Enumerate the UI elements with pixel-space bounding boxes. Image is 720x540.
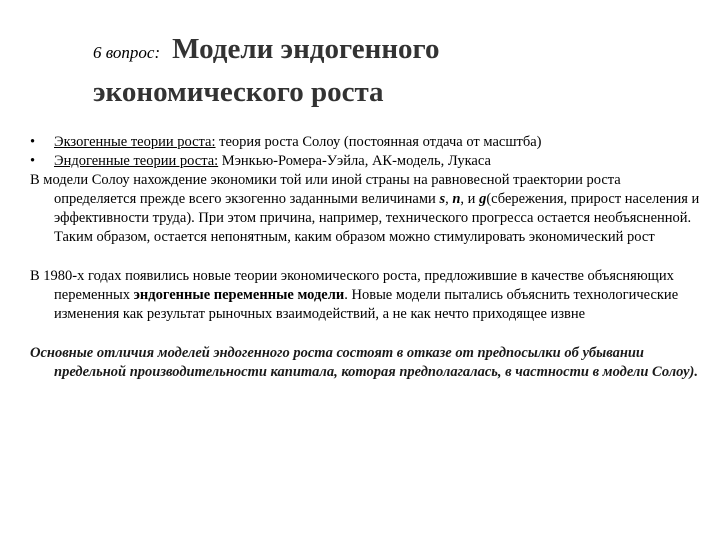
spacer	[30, 324, 700, 344]
bullet-endogenous	[30, 152, 700, 171]
paragraph-conclusion: Основные отличия моделей эндогенного роста состоят в отказе от предпосылки об убывании предельной производительности капитала, которая предполагалась, в частности в модели Солоу).	[30, 345, 699, 380]
slide-content	[30, 133, 700, 382]
bullet-exogenous	[30, 133, 700, 152]
var-n: n	[452, 191, 461, 207]
paragraph-text: (сбережения, прирост населения и эффективности труда). При этом причина, например, технического прогресса остается необъясненной. Таким образом, остается непонятным, каким образом можно стимулировать экономический рост	[54, 191, 700, 245]
separator: ,	[445, 191, 453, 207]
bold-term: эндогенные переменные модели	[133, 287, 345, 303]
slide-title	[93, 30, 693, 116]
var-s: s	[439, 191, 446, 207]
bullet-label: Эндогенные теории роста:	[54, 153, 219, 169]
paragraph-text: В модели Солоу нахождение экономики той или иной страны на равновесной траектории роста определяется прежде всего экзогенно заданными величинами	[30, 172, 621, 207]
bullet-marker: •	[30, 153, 36, 169]
title-line1: Модели эндогенного	[172, 33, 440, 65]
paragraph-text: . Новые модели пытались объяснить технологические изменения как результат рыночных взаимодействий, а не как нечто приходящее извне	[54, 287, 679, 322]
title-prefix: 6 вопрос:	[93, 43, 161, 62]
bullet-marker: •	[30, 134, 36, 150]
title-line2: экономического роста	[93, 76, 384, 108]
spacer	[30, 247, 700, 267]
bullet-text: Мэнкью-Ромера-Уэйла, АК-модель, Лукаса	[218, 153, 491, 169]
bullet-text: теория роста Солоу (постоянная отдача от масштба)	[215, 134, 542, 150]
paragraph-1980s	[30, 267, 700, 324]
paragraph-text: В 1980-х годах появились новые теории экономического роста, предложившие в качестве объясняющих переменных	[30, 268, 674, 303]
var-g: g	[479, 191, 487, 207]
paragraph-solow	[30, 171, 700, 247]
separator: , и	[460, 191, 480, 207]
bullet-label: Экзогенные теории роста:	[54, 134, 216, 150]
